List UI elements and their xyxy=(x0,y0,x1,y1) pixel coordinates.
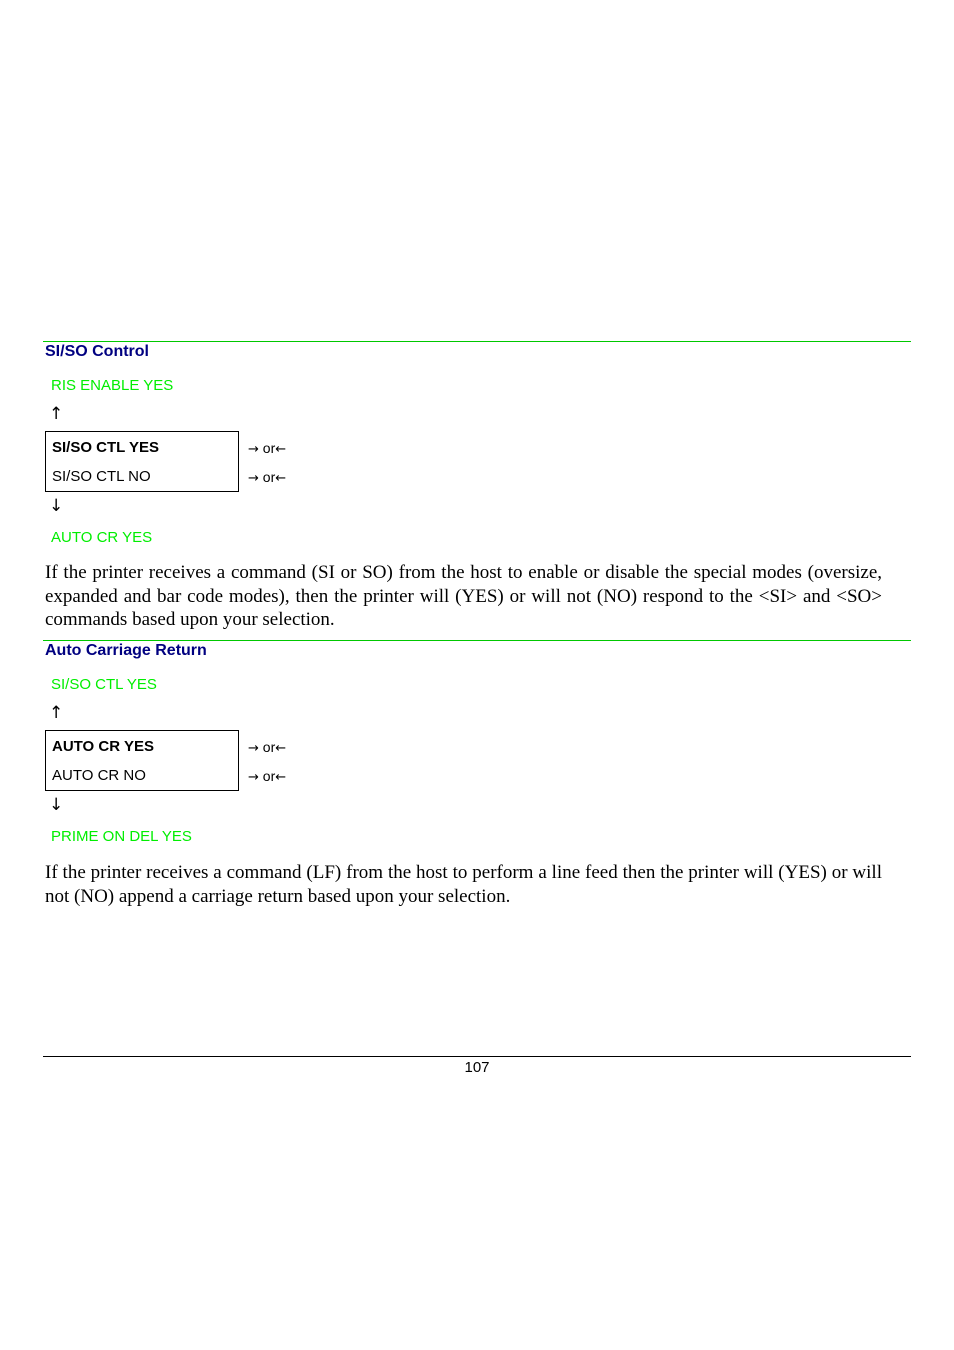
down-arrow-icon: ↓ xyxy=(49,795,64,815)
section-description: If the printer receives a command (LF) from the host to perform a line feed then the printer will (YES) or will not (NO) append a carriage return based upon your selection. xyxy=(45,862,882,907)
next-menu-item: AUTO CR YES xyxy=(51,529,153,546)
section-title-auto-carriage-return: Auto Carriage Return xyxy=(45,642,207,659)
left-arrow-icon: ← xyxy=(275,471,287,486)
right-arrow-icon: → xyxy=(248,471,259,486)
left-arrow-icon: ← xyxy=(275,741,287,756)
scroll-keys-hint xyxy=(248,469,286,486)
scroll-keys-hint xyxy=(248,768,286,785)
scroll-keys-hint xyxy=(248,739,286,756)
scroll-keys-hint xyxy=(248,440,286,457)
right-arrow-icon: → xyxy=(248,741,259,756)
previous-menu-item: SI/SO CTL YES xyxy=(51,676,157,693)
or-label: or xyxy=(262,469,276,485)
right-arrow-icon: → xyxy=(248,442,259,457)
left-arrow-icon: ← xyxy=(275,442,287,457)
section-divider xyxy=(43,640,911,641)
right-arrow-icon: → xyxy=(248,770,259,785)
previous-menu-item: RIS ENABLE YES xyxy=(51,377,174,394)
up-arrow-icon: ↑ xyxy=(49,404,64,424)
up-arrow-icon: ↑ xyxy=(49,703,64,723)
or-label: or xyxy=(262,739,276,755)
page-number: 107 xyxy=(464,1059,490,1076)
next-menu-item: PRIME ON DEL YES xyxy=(51,828,192,845)
or-label: or xyxy=(262,768,276,784)
section-divider xyxy=(43,341,911,342)
option-selected: AUTO CR YES xyxy=(52,738,154,755)
option-alternate: SI/SO CTL NO xyxy=(52,468,151,485)
section-title-si-so-control: SI/SO Control xyxy=(45,343,149,360)
or-label: or xyxy=(262,440,276,456)
section-description: If the printer receives a command (SI or SO) from the host to enable or disable the special modes (oversize, expanded and bar code modes), then the printer will (YES) or will not (NO) respond to the <SI> and <SO> commands based upon your selection. xyxy=(45,562,882,630)
option-box-si-so-control xyxy=(45,431,239,492)
footer-divider xyxy=(43,1056,911,1057)
left-arrow-icon: ← xyxy=(275,770,287,785)
option-box-auto-cr xyxy=(45,730,239,791)
option-alternate: AUTO CR NO xyxy=(52,767,146,784)
down-arrow-icon: ↓ xyxy=(49,496,64,516)
option-selected: SI/SO CTL YES xyxy=(52,439,159,456)
